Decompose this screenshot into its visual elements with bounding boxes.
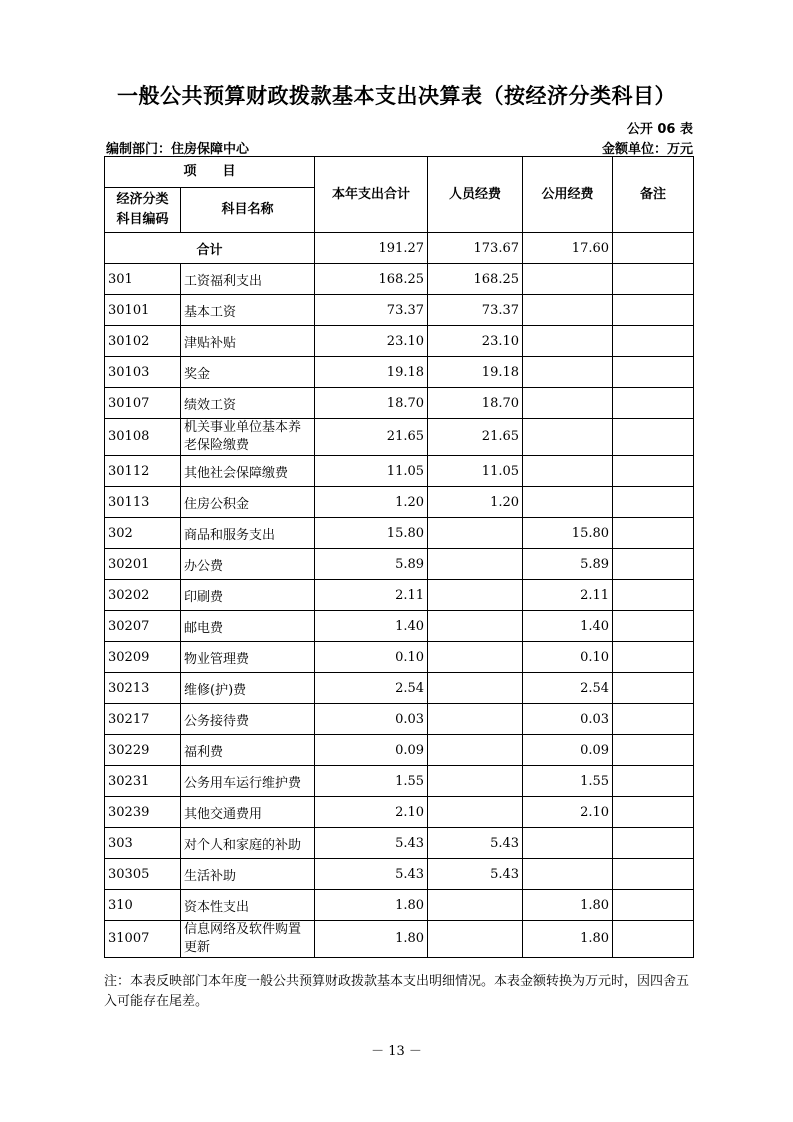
row-code: 30229	[105, 735, 181, 766]
row-remark	[613, 549, 694, 580]
row-personnel: 11.05	[428, 456, 523, 487]
row-remark	[613, 890, 694, 921]
row-code: 30201	[105, 549, 181, 580]
table-row	[105, 264, 694, 295]
row-subject-name: 机关事业单位基本养老保险缴费	[181, 419, 315, 456]
row-total: 1.55	[315, 766, 428, 797]
row-subject-name: 绩效工资	[181, 388, 315, 419]
compiling-department: 编制部门：住房保障中心	[106, 142, 250, 157]
row-public: 0.09	[523, 735, 613, 766]
row-code: 30239	[105, 797, 181, 828]
row-personnel	[428, 580, 523, 611]
row-subject-name: 基本工资	[181, 295, 315, 326]
table-row	[105, 487, 694, 518]
row-personnel	[428, 518, 523, 549]
row-remark	[613, 797, 694, 828]
row-subject-name: 生活补助	[181, 859, 315, 890]
page-number: － 13 －	[371, 1044, 422, 1059]
row-public: 1.80	[523, 890, 613, 921]
table-row	[105, 456, 694, 487]
row-public	[523, 264, 613, 295]
table-row	[105, 735, 694, 766]
row-subject-name: 邮电费	[181, 611, 315, 642]
row-code: 30202	[105, 580, 181, 611]
row-remark	[613, 642, 694, 673]
row-subject-name: 工资福利支出	[181, 264, 315, 295]
row-public: 1.55	[523, 766, 613, 797]
row-code: 30112	[105, 456, 181, 487]
form-number: 公开 06 表	[626, 122, 693, 137]
row-subject-name: 福利费	[181, 735, 315, 766]
row-public	[523, 295, 613, 326]
row-subject-name: 住房公积金	[181, 487, 315, 518]
row-code: 302	[105, 518, 181, 549]
row-public	[523, 859, 613, 890]
row-remark	[613, 326, 694, 357]
row-remark	[613, 921, 694, 958]
row-remark	[613, 673, 694, 704]
row-remark	[613, 580, 694, 611]
row-subject-name: 公务用车运行维护费	[181, 766, 315, 797]
row-personnel	[428, 704, 523, 735]
row-public	[523, 326, 613, 357]
row-total: 5.43	[315, 859, 428, 890]
row-remark	[613, 419, 694, 456]
row-subject-name: 对个人和家庭的补助	[181, 828, 315, 859]
row-total: 168.25	[315, 264, 428, 295]
header-econ-code-line2: 科目编码	[116, 212, 169, 227]
total-remark	[613, 233, 694, 264]
row-personnel: 21.65	[428, 419, 523, 456]
row-personnel	[428, 797, 523, 828]
row-remark	[613, 264, 694, 295]
row-personnel: 5.43	[428, 859, 523, 890]
table-row	[105, 766, 694, 797]
table-row	[105, 921, 694, 958]
row-total: 5.43	[315, 828, 428, 859]
row-personnel: 23.10	[428, 326, 523, 357]
row-code: 30217	[105, 704, 181, 735]
row-total: 73.37	[315, 295, 428, 326]
row-code: 303	[105, 828, 181, 859]
row-code: 310	[105, 890, 181, 921]
row-code: 30305	[105, 859, 181, 890]
row-public: 2.11	[523, 580, 613, 611]
row-total: 18.70	[315, 388, 428, 419]
total-personnel: 173.67	[428, 233, 523, 264]
row-code: 30213	[105, 673, 181, 704]
header-public: 公用经费	[523, 157, 613, 233]
row-code: 30103	[105, 357, 181, 388]
row-total: 2.11	[315, 580, 428, 611]
row-remark	[613, 704, 694, 735]
row-public: 5.89	[523, 549, 613, 580]
row-code: 30108	[105, 419, 181, 456]
row-public	[523, 419, 613, 456]
expenditure-table	[104, 156, 694, 958]
row-remark	[613, 611, 694, 642]
row-subject-name: 资本性支出	[181, 890, 315, 921]
row-total: 1.20	[315, 487, 428, 518]
table-row	[105, 419, 694, 456]
row-subject-name: 维修(护)费	[181, 673, 315, 704]
row-remark	[613, 518, 694, 549]
table-note: 注：本表反映部门本年度一般公共预算财政拨款基本支出明细情况。本表金额转换为万元时，因四舍五入可能存在尾差。	[104, 974, 690, 1009]
row-code: 301	[105, 264, 181, 295]
table-row	[105, 859, 694, 890]
total-public: 17.60	[523, 233, 613, 264]
total-label: 合计	[105, 233, 315, 264]
row-remark	[613, 859, 694, 890]
row-personnel	[428, 611, 523, 642]
row-public	[523, 357, 613, 388]
row-subject-name: 奖金	[181, 357, 315, 388]
row-subject-name: 其他交通费用	[181, 797, 315, 828]
row-public	[523, 828, 613, 859]
row-subject-name: 其他社会保障缴费	[181, 456, 315, 487]
row-personnel: 168.25	[428, 264, 523, 295]
row-code: 30231	[105, 766, 181, 797]
header-econ-code-line1: 经济分类	[116, 192, 169, 207]
row-public: 2.10	[523, 797, 613, 828]
row-subject-name: 物业管理费	[181, 642, 315, 673]
row-personnel	[428, 890, 523, 921]
row-public: 0.03	[523, 704, 613, 735]
table-row	[105, 326, 694, 357]
header-total: 本年支出合计	[315, 157, 428, 233]
table-row	[105, 549, 694, 580]
header-item: 项 目	[105, 157, 315, 188]
row-remark	[613, 357, 694, 388]
table-row	[105, 388, 694, 419]
row-subject-name: 商品和服务支出	[181, 518, 315, 549]
row-code: 30102	[105, 326, 181, 357]
page-title: 一般公共预算财政拨款基本支出决算表（按经济分类科目）	[117, 84, 676, 108]
row-personnel	[428, 549, 523, 580]
row-public: 1.80	[523, 921, 613, 958]
header-remark: 备注	[613, 157, 694, 233]
row-public: 0.10	[523, 642, 613, 673]
row-personnel	[428, 735, 523, 766]
row-code: 31007	[105, 921, 181, 958]
header-personnel: 人员经费	[428, 157, 523, 233]
total-row	[105, 233, 694, 264]
row-personnel: 19.18	[428, 357, 523, 388]
row-total: 0.09	[315, 735, 428, 766]
table-row	[105, 295, 694, 326]
header-row-1	[105, 157, 694, 188]
row-public	[523, 487, 613, 518]
row-remark	[613, 487, 694, 518]
row-remark	[613, 456, 694, 487]
row-subject-name: 印刷费	[181, 580, 315, 611]
row-code: 30207	[105, 611, 181, 642]
table-row	[105, 673, 694, 704]
row-total: 2.10	[315, 797, 428, 828]
row-total: 15.80	[315, 518, 428, 549]
row-subject-name: 津贴补贴	[181, 326, 315, 357]
row-personnel: 5.43	[428, 828, 523, 859]
row-subject-name: 信息网络及软件购置更新	[181, 921, 315, 958]
table-row	[105, 518, 694, 549]
row-total: 2.54	[315, 673, 428, 704]
table-row	[105, 704, 694, 735]
row-total: 0.10	[315, 642, 428, 673]
table-row	[105, 797, 694, 828]
row-total: 1.40	[315, 611, 428, 642]
row-total: 0.03	[315, 704, 428, 735]
row-total: 11.05	[315, 456, 428, 487]
row-code: 30113	[105, 487, 181, 518]
table-row	[105, 611, 694, 642]
row-code: 30101	[105, 295, 181, 326]
row-public: 1.40	[523, 611, 613, 642]
row-personnel: 73.37	[428, 295, 523, 326]
row-public	[523, 388, 613, 419]
row-remark	[613, 295, 694, 326]
row-remark	[613, 828, 694, 859]
row-personnel: 1.20	[428, 487, 523, 518]
row-personnel: 18.70	[428, 388, 523, 419]
row-remark	[613, 735, 694, 766]
total-total: 191.27	[315, 233, 428, 264]
header-econ-code	[105, 188, 181, 233]
table-row	[105, 357, 694, 388]
row-subject-name: 办公费	[181, 549, 315, 580]
header-subject-name: 科目名称	[181, 188, 315, 233]
row-total: 21.65	[315, 419, 428, 456]
row-remark	[613, 766, 694, 797]
row-total: 1.80	[315, 890, 428, 921]
row-public: 15.80	[523, 518, 613, 549]
row-code: 30209	[105, 642, 181, 673]
row-personnel	[428, 921, 523, 958]
row-personnel	[428, 673, 523, 704]
table-row	[105, 580, 694, 611]
row-total: 5.89	[315, 549, 428, 580]
row-code: 30107	[105, 388, 181, 419]
row-total: 23.10	[315, 326, 428, 357]
row-personnel	[428, 766, 523, 797]
row-subject-name: 公务接待费	[181, 704, 315, 735]
row-public: 2.54	[523, 673, 613, 704]
table-row	[105, 828, 694, 859]
amount-unit: 金额单位：万元	[601, 142, 693, 157]
table-row	[105, 642, 694, 673]
row-personnel	[428, 642, 523, 673]
row-total: 1.80	[315, 921, 428, 958]
row-remark	[613, 388, 694, 419]
table-row	[105, 890, 694, 921]
row-total: 19.18	[315, 357, 428, 388]
row-public	[523, 456, 613, 487]
